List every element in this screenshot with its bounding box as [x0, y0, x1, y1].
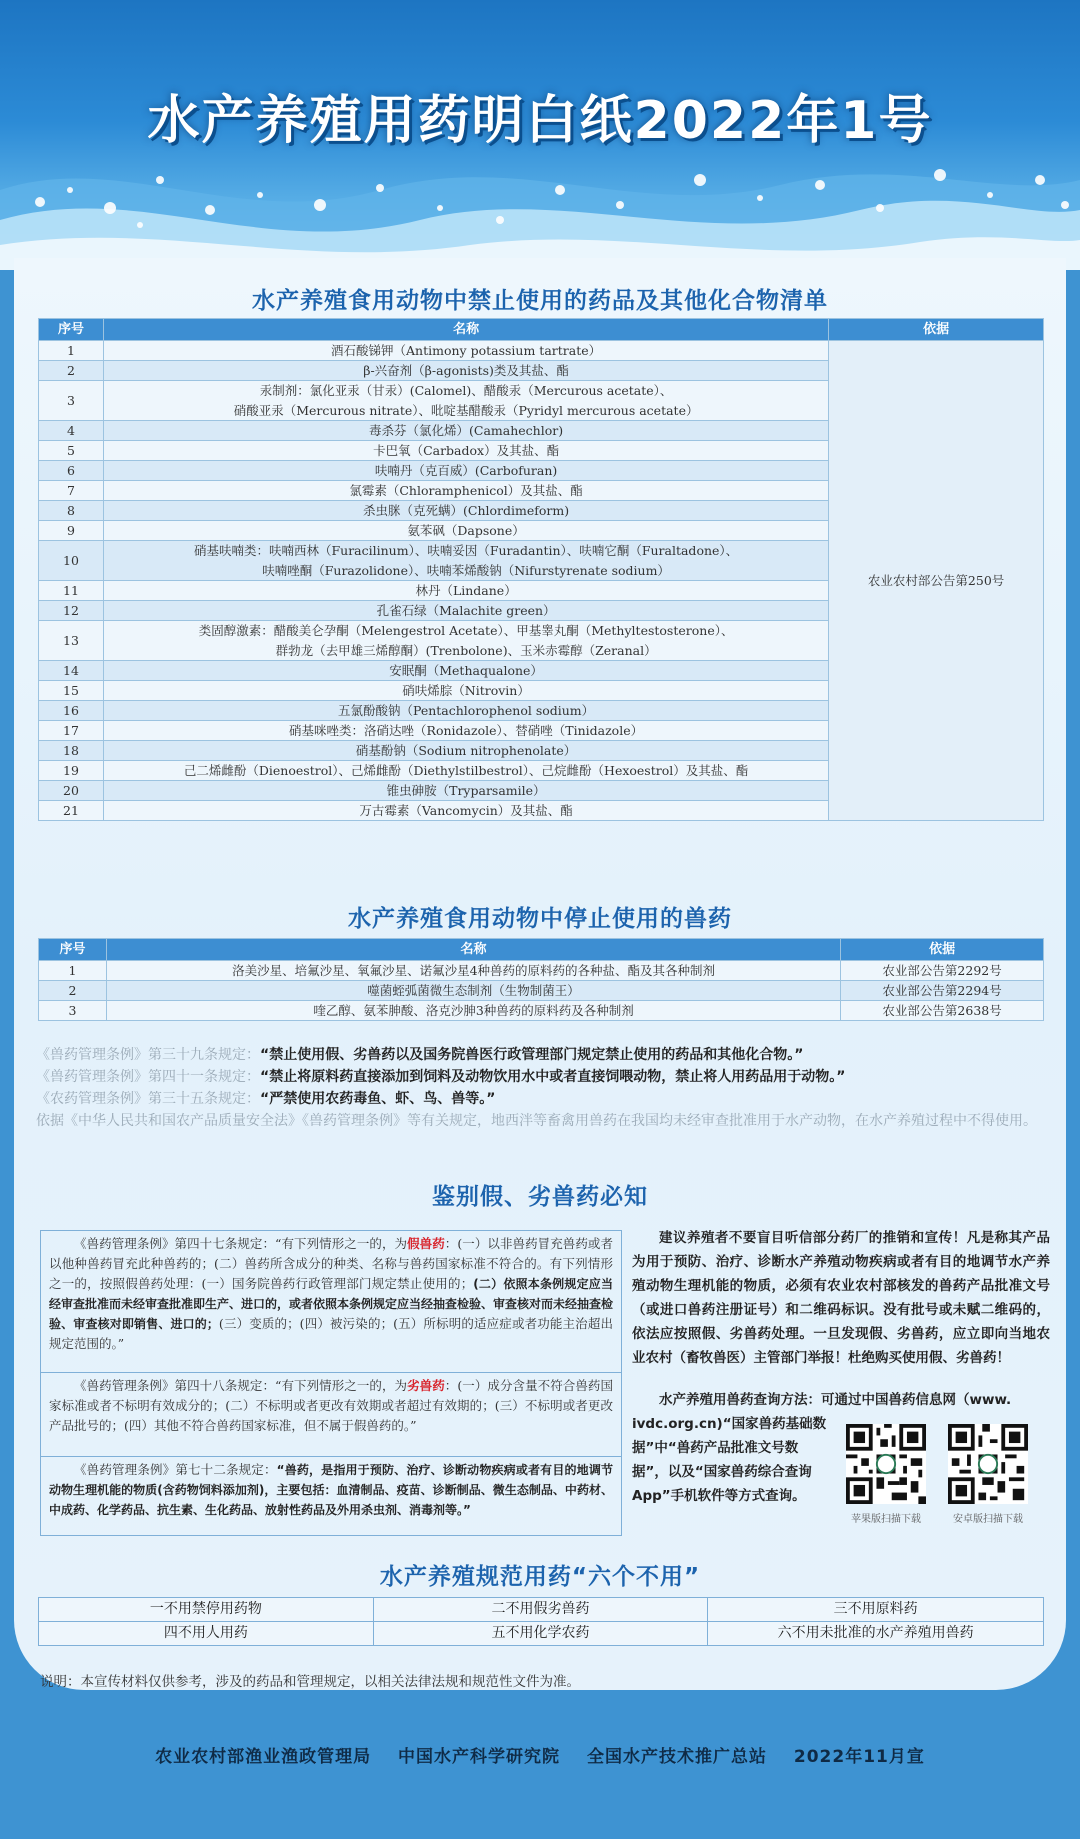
- law-item-47: 《兽药管理条例》第四十七条规定：“有下列情形之一的，为假兽药：(一）以非兽药冒充兽药或者以他种兽药冒充此种兽药的；(二）兽药所含成分的种类、名称与兽药国家标准不符合的。有下列情形之一的，按照假兽药处理：(一）国务院兽药行政管理部门规定禁止使用的；(二）依照本条例规定应当经审查批准而未经审查批准即生产、进口的，或者依照本条例规定应当经抽查检验、审查核对而未经抽查检验、审查核对即销售、进口的；(三）变质的；(四）被污染的；(五）所标明的适应症或者功能主治超出规定范围的。”: [41, 1231, 621, 1373]
- law-box: [40, 1230, 622, 1536]
- row-name: 林丹（Lindane）: [103, 581, 828, 601]
- row-no: 9: [39, 521, 104, 541]
- row-basis: 农业部公告第2294号: [841, 981, 1044, 1001]
- row-name: 洛美沙星、培氟沙星、氧氟沙星、诺氟沙星4种兽药的原料药的各种盐、酯及其各种制剂: [106, 961, 840, 981]
- qr-code-android[interactable]: [948, 1424, 1028, 1504]
- six-no-title: 水产养殖规范用药“六个不用”: [379, 1564, 701, 1590]
- table-header-row: [39, 939, 1044, 961]
- row-name: 孔雀石绿（Malachite green）: [103, 601, 828, 621]
- column-header-name: 名称: [103, 319, 828, 341]
- row-no: 3: [39, 1001, 107, 1021]
- note-3: 《农药管理条例》第三十五条规定：“严禁使用农药毒鱼、虾、鸟、兽等。”: [36, 1091, 496, 1107]
- column-header-basis: 依据: [829, 319, 1044, 341]
- row-name: 硝呋烯腙（Nitrovin）: [103, 681, 828, 701]
- wave-decoration: [0, 150, 1080, 270]
- header-banner: [0, 0, 1080, 270]
- row-no: 16: [39, 701, 104, 721]
- row-name: 卡巴氧（Carbadox）及其盐、酯: [103, 441, 828, 461]
- row-no: 10: [39, 541, 104, 581]
- qr-code-ios[interactable]: [846, 1424, 926, 1504]
- row-name: 毒杀芬（氯化烯）(Camahechlor): [103, 421, 828, 441]
- row-name: 硝基酚钠（Sodium nitrophenolate）: [103, 741, 828, 761]
- six-no-item: 四不用人用药: [39, 1622, 374, 1646]
- stopped-list-title: 水产养殖食用动物中停止使用的兽药: [348, 906, 732, 932]
- table-row: [39, 1001, 1044, 1021]
- row-no: 2: [39, 981, 107, 1001]
- row-name: 氯霉素（Chloramphenicol）及其盐、酯: [103, 481, 828, 501]
- row-name-line2: 群勃龙（去甲雄三烯醇酮）(Trenbolone)、玉米赤霉醇（Zeranal）: [103, 641, 828, 661]
- table-row: [39, 1598, 1044, 1622]
- row-no: 15: [39, 681, 104, 701]
- row-no: 6: [39, 461, 104, 481]
- column-header-name: 名称: [106, 939, 840, 961]
- row-no: 5: [39, 441, 104, 461]
- row-no: 3: [39, 381, 104, 421]
- row-no: 13: [39, 621, 104, 661]
- row-name-line2: 硝酸亚汞（Mercurous nitrate）、吡啶基醋酸汞（Pyridyl mercurous acetate）: [103, 401, 828, 421]
- stopped-drugs-table: [38, 938, 1044, 1021]
- table-row: [39, 1622, 1044, 1646]
- advice-text: 建议养殖者不要盲目听信部分药厂的推销和宣传！凡是称其产品为用于预防、治疗、诊断水产养殖动物疾病或者有目的地调节水产养殖动物生理机能的物质，必须有农业农村部核发的兽药产品批准文号（或进口兽药注册证号）和二维码标识。没有批号或未赋二维码的，依法应按照假、劣兽药处理。一旦发现假、劣兽药，应立即向当地农业农村（畜牧兽医）主管部门举报！杜绝购买使用假、劣兽药！: [632, 1230, 1050, 1366]
- law-item-72: 《兽药管理条例》第七十二条规定：“兽药，是指用于预防、治疗、诊断动物疾病或者有目的地调节动物生理机能的物质(含药物饲料添加剂)，主要包括：血清制品、疫苗、诊断制品、微生态制品、中药材、中成药、化学药品、抗生素、生化药品、放射性药品及外用杀虫剂、消毒剂等。”: [49, 1462, 613, 1517]
- qr-label-ios: 苹果版扫描下载: [851, 1514, 921, 1525]
- column-header-basis: 依据: [841, 939, 1044, 961]
- row-name: 喹乙醇、氨苯胂酸、洛克沙胂3种兽药的原料药及各种制剂: [106, 1001, 840, 1021]
- six-no-item: 二不用假劣兽药: [373, 1598, 708, 1622]
- query-method-text: 水产养殖用兽药查询方法：可通过中国兽药信息网（www.: [659, 1392, 1012, 1408]
- qr-label-android: 安卓版扫描下载: [953, 1514, 1023, 1525]
- six-no-item: 六不用未批准的水产养殖用兽药: [708, 1622, 1044, 1646]
- six-no-table: [38, 1597, 1044, 1646]
- row-name: 安眠酮（Methaqualone）: [103, 661, 828, 681]
- table-header-row: [39, 319, 1044, 341]
- footer-date: 2022年11月宣: [793, 1747, 925, 1767]
- row-name: 万古霉素（Vancomycin）及其盐、酯: [103, 801, 828, 821]
- row-name: 类固醇激素：醋酸美仑孕酮（Melengestrol Acetate）、甲基睾丸酮（Methyltestosterone）、: [103, 621, 828, 641]
- row-basis: 农业部公告第2292号: [841, 961, 1044, 981]
- column-header-no: 序号: [39, 939, 107, 961]
- row-name: β-兴奋剂（β-agonists)类及其盐、酯: [103, 361, 828, 381]
- row-no: 21: [39, 801, 104, 821]
- footer-org-3: 全国水产技术推广总站: [586, 1747, 767, 1767]
- row-no: 8: [39, 501, 104, 521]
- basis-cell: 农业农村部公告第250号: [829, 341, 1044, 821]
- row-no: 12: [39, 601, 104, 621]
- row-no: 7: [39, 481, 104, 501]
- row-name: 汞制剂：氯化亚汞（甘汞）(Calomel)、醋酸汞（Mercurous acetate）、: [103, 381, 828, 401]
- table-row: [39, 341, 1044, 361]
- identify-title: 鉴别假、劣兽药必知: [432, 1184, 648, 1210]
- row-basis: 农业部公告第2638号: [841, 1001, 1044, 1021]
- row-name: 锥虫砷胺（Tryparsamile）: [103, 781, 828, 801]
- row-no: 1: [39, 341, 104, 361]
- query-method-detail: ivdc.org.cn)“国家兽药基础数据”中“兽药产品批准文号数据”，以及“国家兽药综合查询App”手机软件等方式查询。: [632, 1416, 827, 1504]
- row-name: 己二烯雌酚（Dienoestrol）、己烯雌酚（Diethylstilbestrol）、己烷雌酚（Hexoestrol）及其盐、酯: [103, 761, 828, 781]
- table-row: [39, 981, 1044, 1001]
- column-header-no: 序号: [39, 319, 104, 341]
- regulation-notes: [36, 1044, 1046, 1132]
- row-name-line2: 呋喃唑酮（Furazolidone）、呋喃苯烯酸钠（Nifurstyrenate sodium）: [103, 561, 828, 581]
- note-2: 《兽药管理条例》第四十一条规定：“禁止将原料药直接添加到饲料及动物饮用水中或者直接饲喂动物，禁止将人用药品用于动物。”: [36, 1069, 846, 1085]
- row-no: 4: [39, 421, 104, 441]
- row-name: 酒石酸锑钾（Antimony potassium tartrate）: [103, 341, 828, 361]
- row-no: 17: [39, 721, 104, 741]
- banned-list-title: 水产养殖食用动物中禁止使用的药品及其他化合物清单: [252, 288, 828, 314]
- row-no: 14: [39, 661, 104, 681]
- row-no: 1: [39, 961, 107, 981]
- law-item-48: 《兽药管理条例》第四十八条规定：“有下列情形之一的，为劣兽药：(一）成分含量不符合兽药国家标准或者不标明有效成分的；(二）不标明或者更改有效期或者超过有效期的；(三）不标明或者更改产品批号的；(四）其他不符合兽药国家标准，但不属于假兽药的。”: [41, 1373, 621, 1457]
- footer-org-2: 中国水产科学研究院: [398, 1747, 561, 1767]
- row-no: 11: [39, 581, 104, 601]
- note-4: 依据《中华人民共和国农产品质量安全法》《兽药管理条例》等有关规定，地西泮等畜禽用兽药在我国均未经审查批准用于水产动物，在水产养殖过程中不得使用。: [36, 1113, 1037, 1129]
- row-no: 19: [39, 761, 104, 781]
- table-row: [39, 961, 1044, 981]
- six-no-item: 五不用化学农药: [373, 1622, 708, 1646]
- row-name: 硝基咪唑类：洛硝达唑（Ronidazole）、替硝唑（Tinidazole）: [103, 721, 828, 741]
- page-title: 水产养殖用药明白纸2022年1号: [147, 91, 933, 151]
- row-name: 噬菌蛭弧菌微生态制剂（生物制菌王）: [106, 981, 840, 1001]
- six-no-item: 一不用禁停用药物: [39, 1598, 374, 1622]
- footer-org-1: 农业农村部渔业渔政管理局: [155, 1747, 372, 1767]
- row-no: 2: [39, 361, 104, 381]
- row-name: 五氯酚酸钠（Pentachlorophenol sodium）: [103, 701, 828, 721]
- note-1: 《兽药管理条例》第三十九条规定：“禁止使用假、劣兽药以及国务院兽医行政管理部门规定禁止使用的药品和其他化合物。”: [36, 1047, 804, 1063]
- row-name: 氨苯砜（Dapsone）: [103, 521, 828, 541]
- row-no: 18: [39, 741, 104, 761]
- disclaimer: 说明：本宣传材料仅供参考，涉及的药品和管理规定，以相关法律法规和规范性文件为准。: [40, 1674, 580, 1690]
- row-name: 硝基呋喃类：呋喃西林（Furacilinum）、呋喃妥因（Furadantin）、呋喃它酮（Furaltadone）、: [103, 541, 828, 561]
- row-name: 呋喃丹（克百威）(Carbofuran): [103, 461, 828, 481]
- footer-organizations: [0, 1742, 1080, 1767]
- row-name: 杀虫脒（克死螨）(Chlordimeform): [103, 501, 828, 521]
- six-no-item: 三不用原料药: [708, 1598, 1044, 1622]
- row-no: 20: [39, 781, 104, 801]
- banned-drugs-table: [38, 318, 1044, 821]
